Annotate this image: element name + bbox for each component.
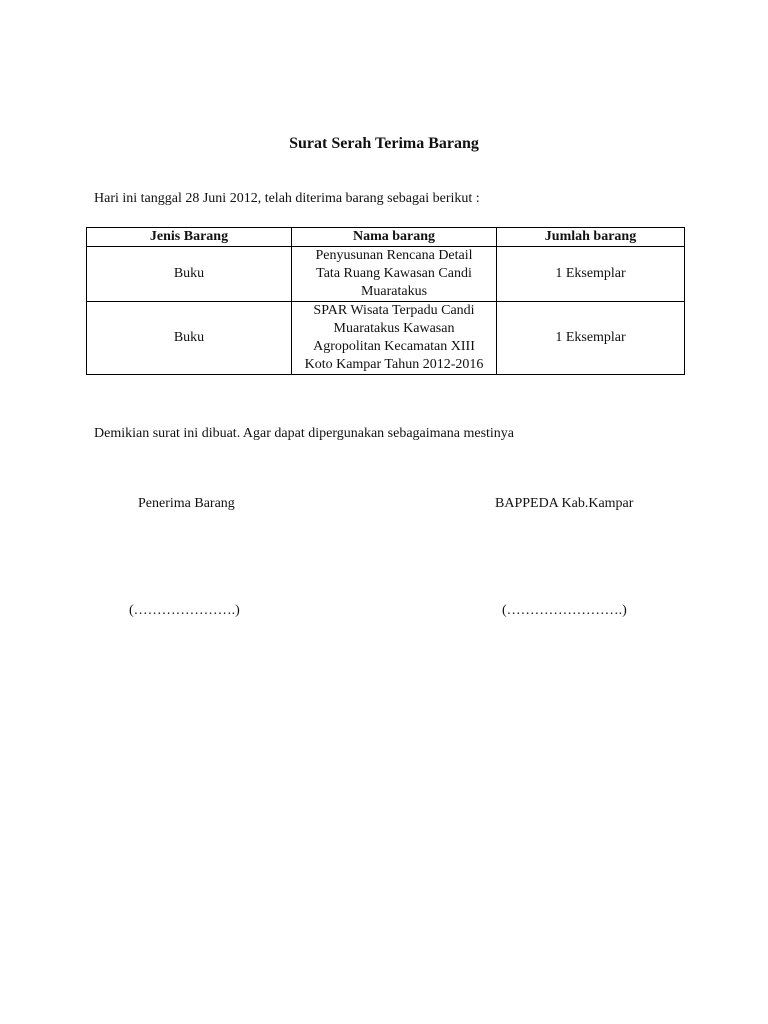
header-jenis-barang: Jenis Barang: [87, 228, 292, 247]
cell-jumlah: 1 Eksemplar: [497, 302, 685, 375]
cell-jumlah: 1 Eksemplar: [497, 247, 685, 302]
cell-jenis: Buku: [87, 302, 292, 375]
receiver-signature-line: (………………….): [129, 603, 240, 618]
receiver-label: Penerima Barang: [138, 496, 235, 511]
cell-nama: Penyusunan Rencana Detail Tata Ruang Kawasan Candi Muaratakus: [292, 247, 497, 302]
cell-nama: SPAR Wisata Terpadu Candi Muaratakus Kawasan Agropolitan Kecamatan XIII Koto Kampar Tahun 2012-2016: [292, 302, 497, 375]
document-title: Surat Serah Terima Barang: [289, 135, 479, 152]
closing-text: Demikian surat ini dibuat. Agar dapat dipergunakan sebagaimana mestinya: [94, 426, 515, 441]
header-nama-barang: Nama barang: [292, 228, 497, 247]
items-table: [86, 227, 685, 375]
intro-text: Hari ini tanggal 28 Juni 2012, telah diterima barang sebagai berikut :: [94, 191, 480, 206]
cell-jenis: Buku: [87, 247, 292, 302]
table-row: [87, 247, 685, 302]
header-jumlah-barang: Jumlah barang: [497, 228, 685, 247]
sender-signature-line: (…………………….): [502, 603, 627, 618]
table-row: [87, 302, 685, 375]
sender-label: BAPPEDA Kab.Kampar: [495, 496, 634, 511]
table-header-row: [87, 228, 685, 247]
